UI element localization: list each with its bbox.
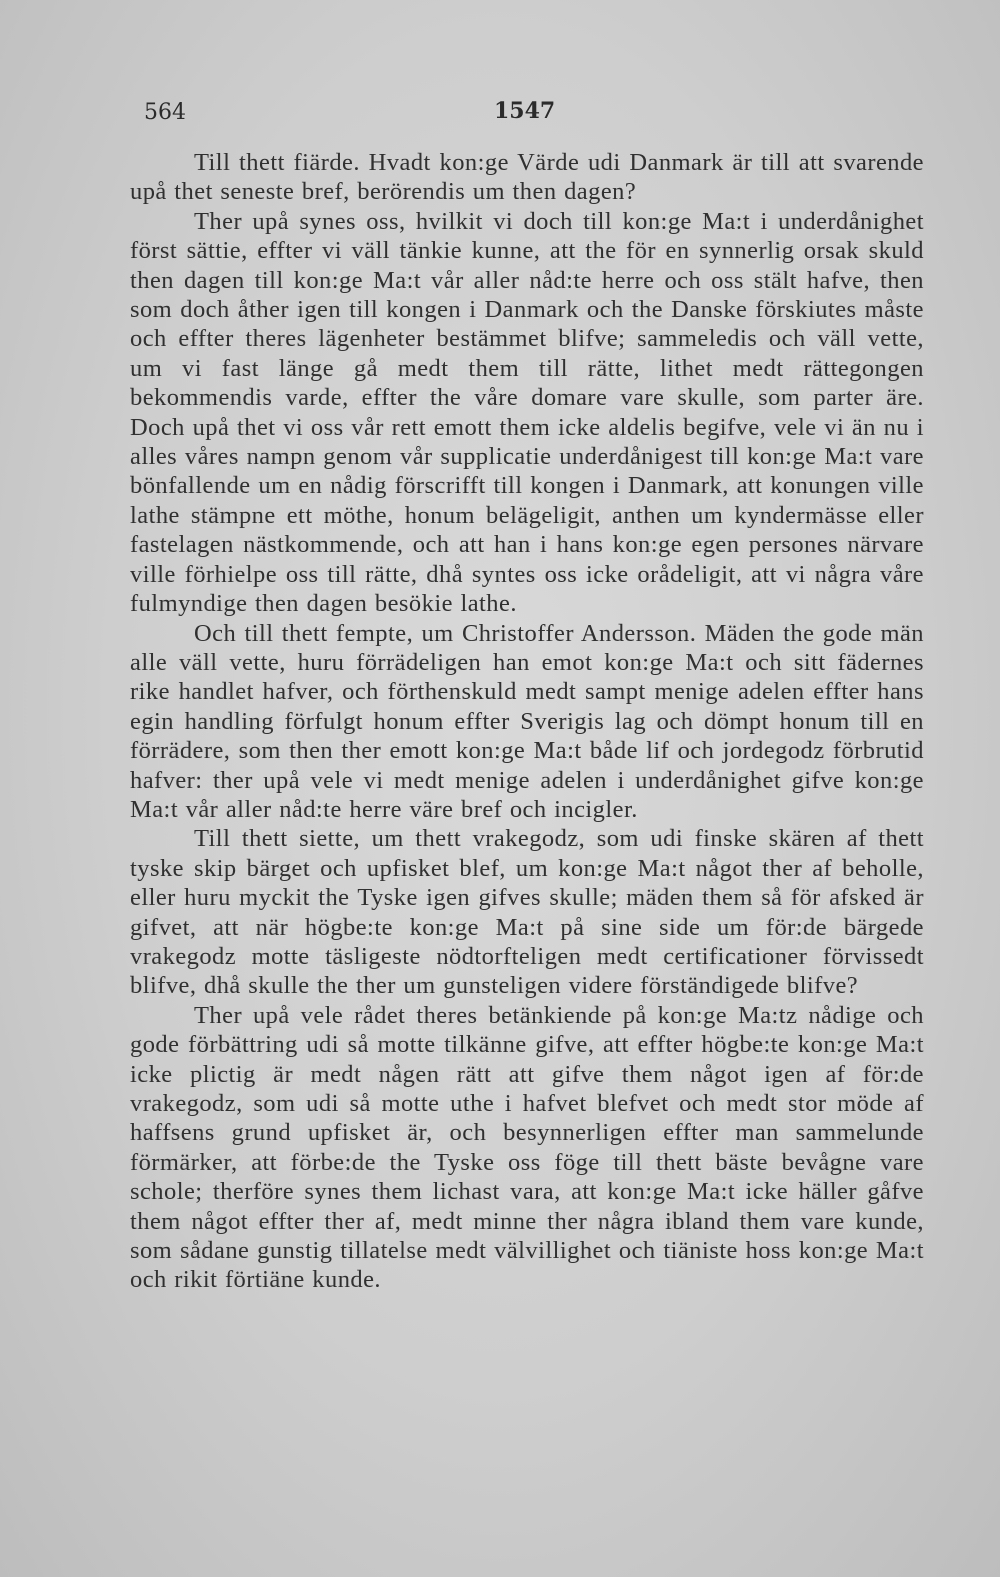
paragraph-2: Ther upå synes oss, hvilkit vi doch till kon:ge Ma:t i underdånighet först sättie, effter vi väll tänkie kunne, att the för en synnerlig orsak skuld then dagen till kon:ge Ma:t vår aller nåd:te herre och oss stält hafve, then som doch åther igen till kongen i Danmark och the Danske förskiutes måste och effter theres lägenheter bestämmet blifve; sammeledis och väll vette, um vi fast länge gå medt them till rätte, lithet medt rättegongen bekommendis varde, effter the våre domare vare skulle, som parter äre. Doch upå thet vi oss vår rett emott them icke aldelis begifve, vele vi än nu i alles våres nampn genom vår supplicatie underdånigest till kon:ge Ma:t vare bönfallende um en nådig förscrifft till kongen i Danmark, att konungen ville lathe stämpne ett möthe, honum belägeligit, anthen um kyndermässe eller fastelagen nästkommende, och att han i hans kon:ge egen persones närvare ville förhielpe oss till rätte, dhå syntes oss icke orådeligit, att vi några våre fulmyndige then dagen besökie lathe. [130, 207, 924, 618]
body-text [130, 148, 924, 1295]
running-head-year: 1547 [494, 98, 556, 124]
paragraph-4: Till thett siette, um thett vrakegodz, som udi finske skären af thett tyske skip bärget och upfisket blef, um kon:ge Ma:t något ther af beholle, eller huru myckit the Tyske igen gifves skulle; mäden them så för afsked är gifvet, att när högbe:te kon:ge Ma:t på sine side um för:de bärgede vrakegodz motte täsligeste nödtorfteligen medt certificationer förvissedt blifve, dhå skulle the ther um gunsteligen videre förständigede blifve? [130, 825, 924, 1000]
paragraph-5: Ther upå vele rådet theres betänkiende på kon:ge Ma:tz nådige och gode förbättring udi så motte tilkänne gifve, att effter högbe:te kon:ge Ma:t icke plictig är medt någen rätt att gifve them något igen af för:de vrakegodz, som udi så motte uthe i hafvet blefvet och medt stor möde af haffsens grund upfisket är, och besynnerligen effter man sammelunde förmärker, att förbe:de the Tyske oss föge till thett bäste bevågne vare schole; therföre synes them lichast vara, att kon:ge Ma:t icke häller gåfve them något effter ther af, medt minne ther några ibland them vare kunde, som sådane gunstig tillatelse medt välvillighet och tiäniste hoss kon:ge Ma:t och rikit förtiäne kunde. [130, 1001, 924, 1294]
paragraph-3: Och till thett fempte, um Christoffer Andersson. Mäden the gode män alle väll vette, huru förrädeligen han emot kon:ge Ma:t och sitt fädernes rike handlet hafver, och förthenskuld medt sampt menige adelen effter hans egin handling förfulgt honum effter Sverigis lag och dömpt honum till en förrädere, som then ther emott kon:ge Ma:t både lif och jordegodz förbrutid hafver: ther upå vele vi medt menige adelen i underdånighet gifve kon:ge Ma:t vår aller nåd:te herre väre bref och incigler. [130, 619, 924, 823]
paragraph-1: Till thett fiärde. Hvadt kon:ge Värde udi Danmark är till att svarende upå thet seneste bref, berörendis um then dagen? [130, 149, 924, 206]
page-header [144, 100, 934, 140]
page-number: 564 [144, 100, 186, 125]
